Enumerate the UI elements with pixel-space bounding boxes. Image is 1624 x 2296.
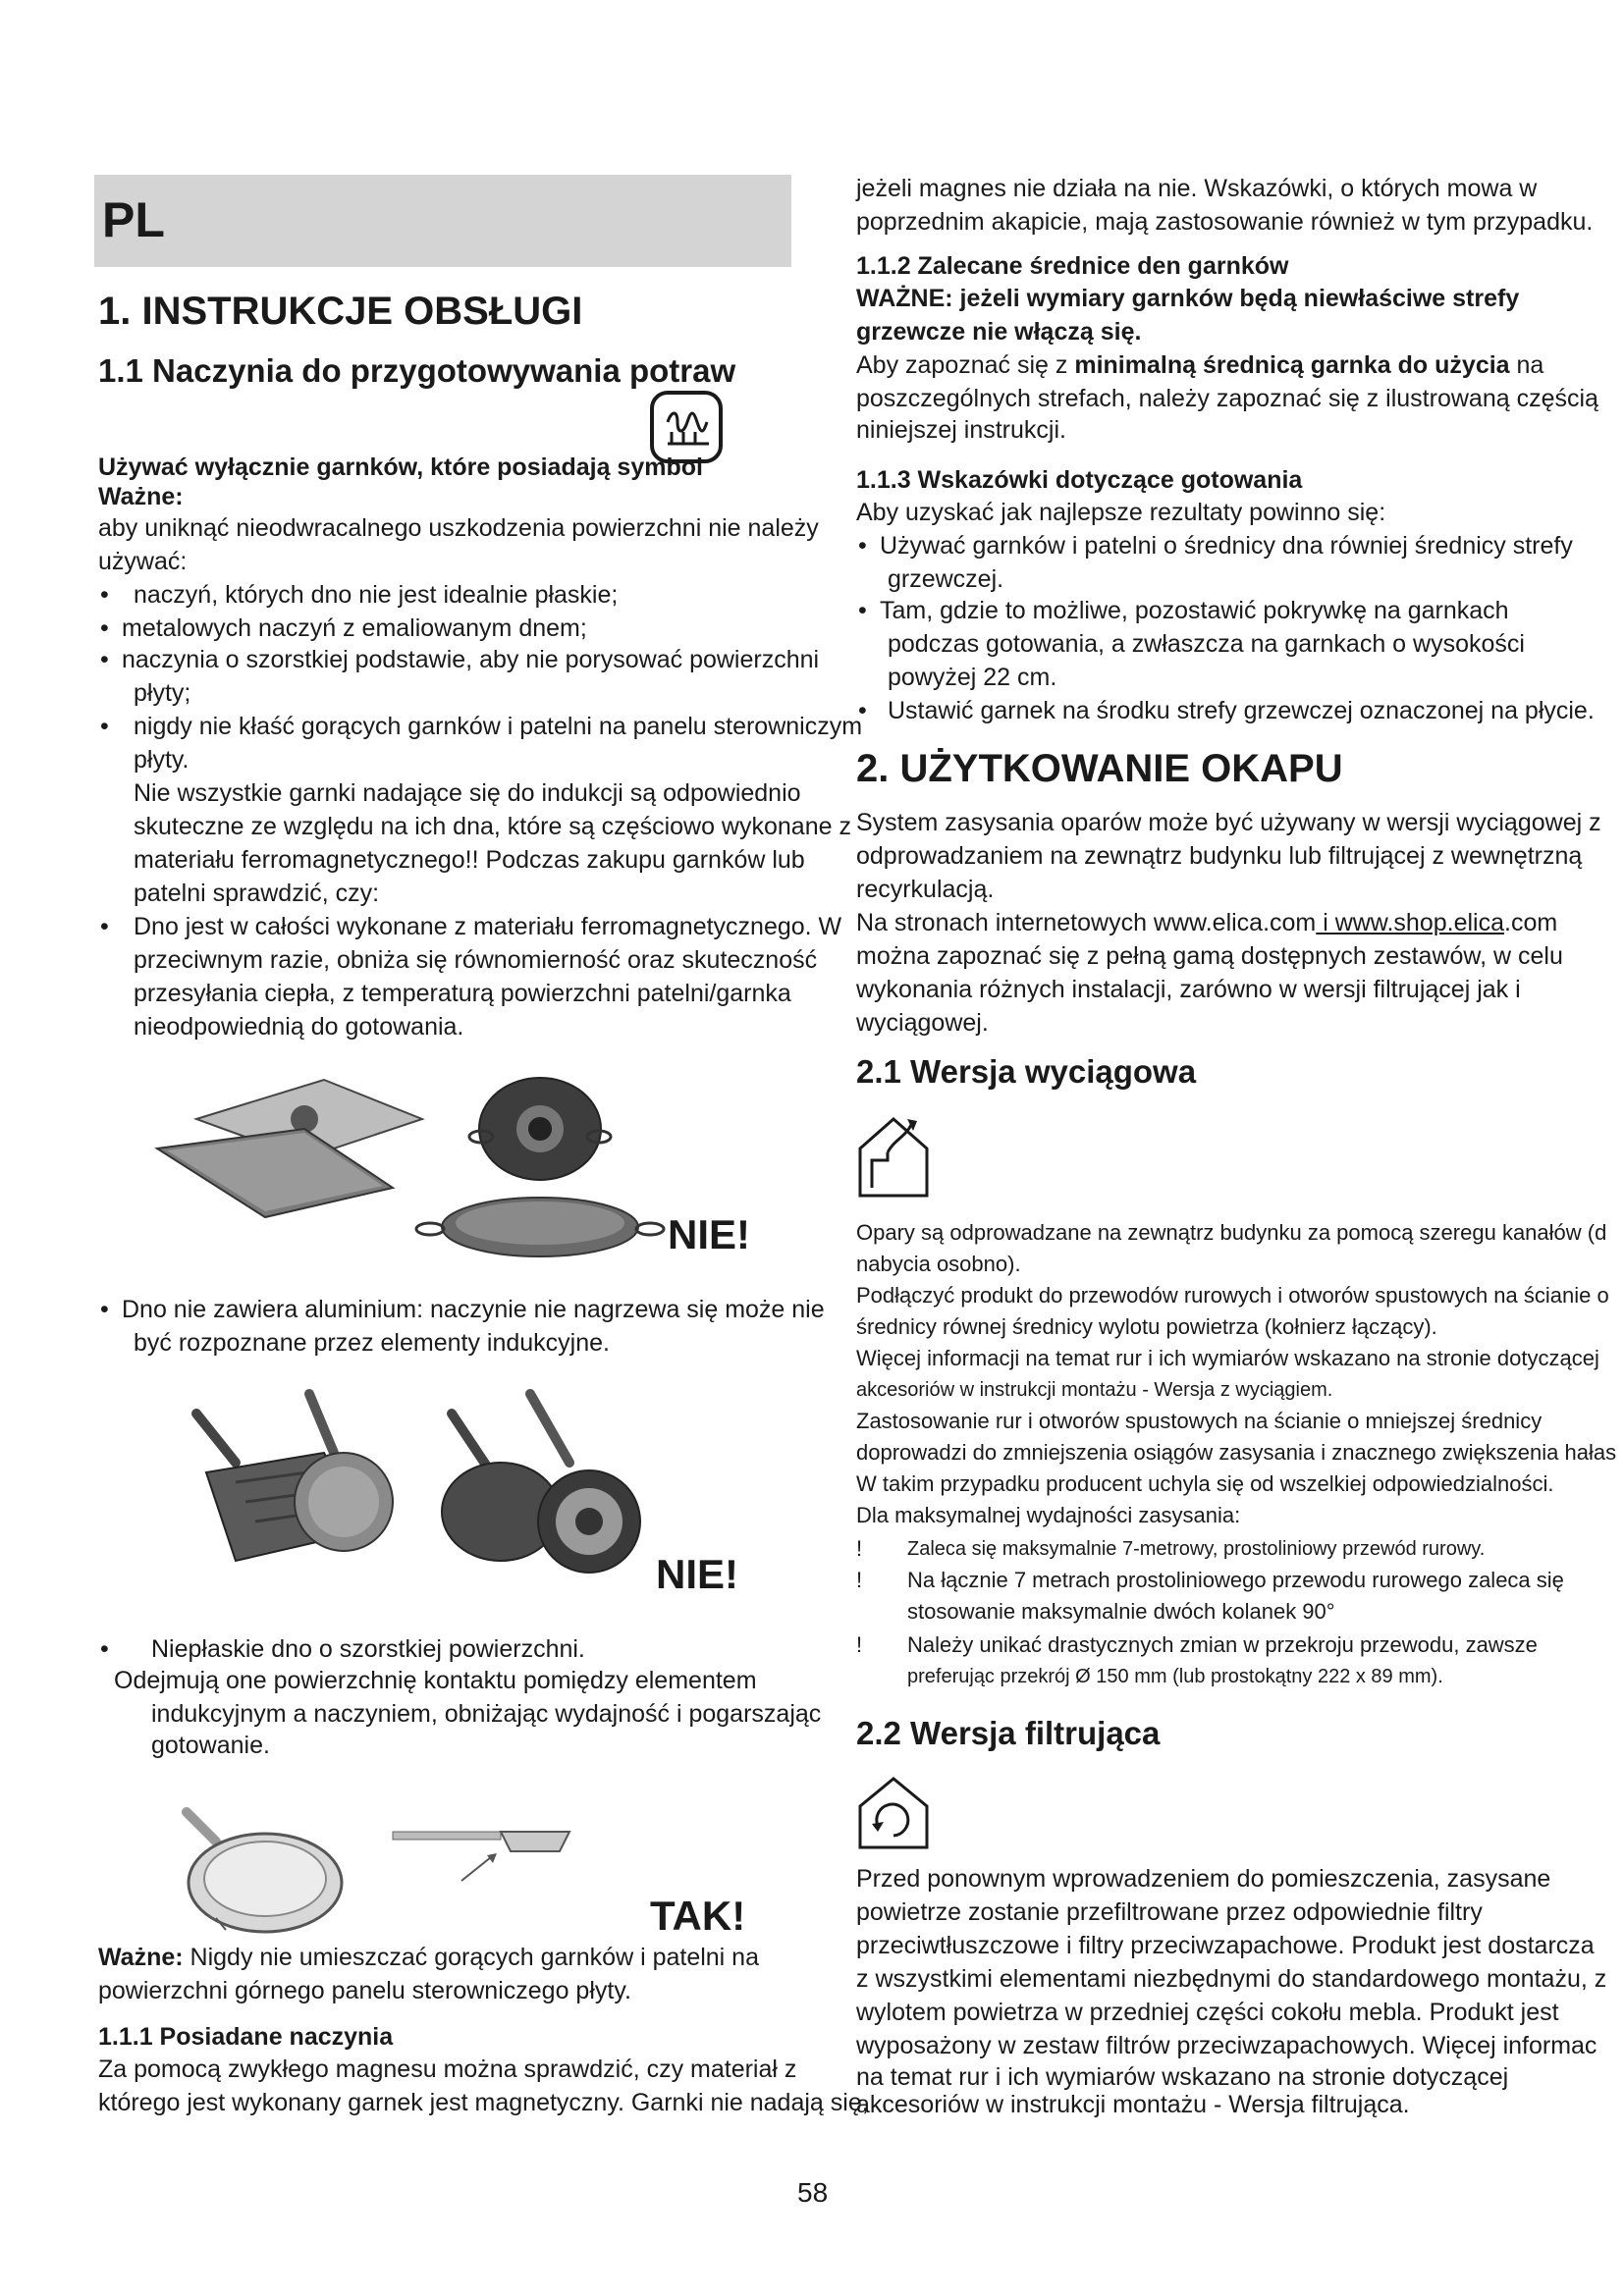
paragraph-line: patelni sprawdzić, czy: <box>134 880 380 907</box>
bullet: • <box>858 597 867 624</box>
text-emphasis: minimalną średnicą garnka do użycia <box>1074 351 1510 379</box>
exclamation-mark: ! <box>856 1632 863 1657</box>
paragraph-line: Przed ponownym wprowadzeniem do pomieszczenia, zasysane <box>856 1865 1551 1893</box>
paragraph-line: można zapoznać się z pełną gamą dostępnych zestawów, w celu <box>856 942 1563 970</box>
paragraph-line: skuteczne ze względu na ich dna, które są częściowo wykonane z <box>134 813 851 840</box>
list-item: Niepłaskie dno o szorstkiej powierzchni. <box>151 1635 585 1663</box>
subsection-title: 1.1 Naczynia do przygotowywania potraw <box>98 352 736 389</box>
paragraph-line: odprowadzaniem na zewnątrz budynku lub filtrującej z wewnętrzną <box>856 842 1583 870</box>
paragraph-line: poszczególnych strefach, należy zapoznać się z ilustrowaną częścią <box>856 385 1598 412</box>
important-note-text: Nigdy nie umieszczać gorących garnków i patelni na <box>189 1944 759 1971</box>
paragraph-line: na temat rur i ich wymiarów wskazano na stronie dotyczącej <box>856 2063 1509 2091</box>
bullet: • <box>100 913 109 940</box>
paragraph-line: którego jest wykonany garnek jest magnetyczny. Garnki nie nadają się, <box>98 2089 869 2116</box>
bullet: • <box>100 581 109 609</box>
list-item: być rozpoznane przez elementy indukcyjne. <box>134 1329 610 1357</box>
list-item: metalowych naczyń z emaliowanym dnem; <box>122 614 587 642</box>
paragraph-line: akcesoriów w instrukcji montażu - Wersja filtrująca. <box>856 2091 1410 2118</box>
subsection-title: 2.2 Wersja filtrująca <box>856 1715 1161 1751</box>
important-warning: WAŻNE: jeżeli wymiary garnków będą niewłaściwe strefy <box>856 285 1520 312</box>
recirculation-version-icon <box>854 1773 933 1851</box>
list-item: grzewczej. <box>888 565 1004 593</box>
list-item: przesyłania ciepła, z temperaturą powierzchni patelni/garnka <box>134 980 791 1007</box>
paragraph-line: używać: <box>98 548 188 575</box>
illustration-correct-pans <box>167 1802 579 1940</box>
paragraph-line: wyposażony w zestaw filtrów przeciwzapachowych. Więcej informac <box>856 2032 1597 2059</box>
important-label: Ważne: <box>98 1944 184 1971</box>
paragraph-line: wylotem powietrza w przedniej części cokołu mebla. Produkt jest <box>856 1999 1559 2026</box>
list-item: płyty; <box>134 679 191 707</box>
paragraph-line: Odejmują one powierzchnię kontaktu pomiędzy elementem <box>114 1667 757 1694</box>
illustration-grill-pans <box>177 1394 648 1580</box>
paragraph-line: poprzednim akapicie, mają zastosowanie również w tym przypadku. <box>856 208 1594 236</box>
ducted-version-icon <box>854 1109 933 1200</box>
language-code: PL <box>102 192 165 247</box>
list-item: preferując przekrój Ø 150 mm (lub prostokątny 222 x 89 mm). <box>907 1666 1443 1687</box>
bullet: • <box>100 1635 109 1663</box>
section-title: 2. UŻYTKOWANIE OKAPU <box>856 747 1343 790</box>
paragraph-line: aby uniknąć nieodwracalnego uszkodzenia powierzchni nie należy <box>98 514 819 542</box>
yes-label: TAK! <box>650 1893 746 1939</box>
paragraph-line <box>856 349 1543 381</box>
bullet: • <box>858 532 867 560</box>
list-item: Dno jest w całości wykonane z materiału ferromagnetycznego. W <box>134 913 842 940</box>
exclamation-mark: ! <box>856 1536 863 1561</box>
paragraph-line: jeżeli magnes nie działa na nie. Wskazówki, o których mowa w <box>856 175 1538 202</box>
list-item: nieodpowiednią do gotowania. <box>134 1013 464 1041</box>
bullet: • <box>100 713 109 740</box>
list-item: Należy unikać drastycznych zmian w przekroju przewodu, zawsze <box>907 1632 1538 1657</box>
paragraph-line: akcesoriów w instrukcji montażu - Wersja z wyciągiem. <box>856 1379 1333 1401</box>
list-item: powyżej 22 cm. <box>888 664 1057 691</box>
list-item: Dno nie zawiera aluminium: naczynie nie nagrzewa się może nie <box>122 1296 825 1323</box>
paragraph-line: indukcyjnym a naczyniem, obniżając wydajność i pogarszając <box>151 1700 822 1728</box>
subsection-title: 2.1 Wersja wyciągowa <box>856 1053 1197 1090</box>
section-title: 1. INSTRUKCJE OBSŁUGI <box>98 290 583 333</box>
paragraph-line: Za pomocą zwykłego magnesu można sprawdzić, czy materiał z <box>98 2056 797 2083</box>
paragraph-line: materiału ferromagnetycznego!! Podczas zakupu garnków lub <box>134 846 805 874</box>
paragraph-line: nabycia osobno). <box>856 1252 1021 1276</box>
text-part: Aby zapoznać się z <box>856 351 1068 379</box>
paragraph-line: średnicy równej średnicy wylotu powietrza (kołnierz łączący). <box>856 1314 1437 1339</box>
paragraph-line: Więcej informacji na temat rur i ich wymiarów wskazano na stronie dotyczącej <box>856 1346 1599 1370</box>
paragraph-line: Aby uzyskać jak najlepsze rezultaty powinno się: <box>856 499 1386 526</box>
paragraph-line: Nie wszystkie garnki nadające się do indukcji są odpowiednio <box>134 779 801 807</box>
page-number: 58 <box>797 2177 829 2208</box>
subsection-title: 1.1.2 Zalecane średnice den garnków <box>856 252 1289 280</box>
list-item: stosowanie maksymalnie dwóch kolanek 90° <box>907 1599 1335 1624</box>
paragraph-line: Opary są odprowadzane na zewnątrz budynku za pomocą szeregu kanałów (d <box>856 1220 1607 1245</box>
paragraph-line <box>856 907 1557 938</box>
exclamation-mark: ! <box>856 1568 863 1592</box>
use-only-note: Używać wyłącznie garnków, które posiadają symbol <box>98 454 703 481</box>
paragraph-line: przeciwtłuszczowe i filtry przeciwzapachowe. Produkt jest dostarcza <box>856 1932 1595 1959</box>
paragraph-line: W takim przypadku producent uchyla się od wszelkiej odpowiedzialności. <box>856 1471 1554 1496</box>
list-item: naczynia o szorstkiej podstawie, aby nie porysować powierzchni <box>122 646 820 673</box>
paragraph-line: Podłączyć produkt do przewodów rurowych i otworów spustowych na ścianie o <box>856 1283 1609 1308</box>
paragraph-line: doprowadzi do zmniejszenia osiągów zasysania i znacznego zwiększenia hałas <box>856 1440 1617 1465</box>
no-label: NIE! <box>668 1211 750 1257</box>
paragraph-line: wykonania różnych instalacji, zarówno w wersji filtrującej jak i <box>856 976 1521 1003</box>
important-warning: grzewcze nie włączą się. <box>856 318 1142 346</box>
important-note-line <box>98 1942 759 1973</box>
subsection-title: 1.1.1 Posiadane naczynia <box>98 2023 394 2051</box>
list-item: Tam, gdzie to możliwe, pozostawić pokrywkę na garnkach <box>880 597 1509 624</box>
list-item: nigdy nie kłaść gorących garnków i patelni na panelu sterowniczym <box>134 713 863 740</box>
list-item: przeciwnym razie, obniża się równomierność oraz skuteczność <box>134 946 818 974</box>
text-part: Na stronach internetowych www.elica.com <box>856 909 1317 936</box>
list-item: Ustawić garnek na środku strefy grzewczej oznaczonej na płycie. <box>888 697 1595 724</box>
list-item: naczyń, których dno nie jest idealnie płaskie; <box>134 581 619 609</box>
illustration-griddle-and-paella-pans <box>157 1080 668 1266</box>
bullet: • <box>100 614 109 642</box>
paragraph-line: powierzchni górnego panelu sterowniczego płyty. <box>98 1977 631 2004</box>
paragraph-line: recyrkulacją. <box>856 876 995 903</box>
paragraph-line: Zastosowanie rur i otworów spustowych na ścianie o mniejszej średnicy <box>856 1409 1543 1433</box>
paragraph-line: powietrze zostanie przefiltrowane przez odpowiednie filtry <box>856 1898 1483 1926</box>
text-part: na <box>1516 351 1544 379</box>
important-label: Ważne: <box>98 483 184 510</box>
subsection-title: 1.1.3 Wskazówki dotyczące gotowania <box>856 466 1303 494</box>
list-item: Na łącznie 7 metrach prostoliniowego przewodu rurowego zaleca się <box>907 1568 1564 1592</box>
website-link[interactable]: i www.shop.elica <box>1316 909 1504 936</box>
bullet: • <box>100 646 109 673</box>
paragraph-line: niniejszej instrukcji. <box>856 416 1066 444</box>
paragraph-line: System zasysania oparów może być używany w wersji wyciągowej z <box>856 809 1601 836</box>
paragraph-line: z wszystkimi elementami niezbędnymi do standardowego montażu, z <box>856 1965 1607 1993</box>
list-item: Zaleca się maksymalnie 7-metrowy, prostoliniowy przewód rurowy. <box>907 1538 1486 1560</box>
no-label: NIE! <box>656 1551 738 1597</box>
bullet: • <box>100 1296 109 1323</box>
list-item: płyty. <box>134 746 189 774</box>
text-part: .com <box>1504 909 1558 936</box>
paragraph-line: gotowanie. <box>151 1732 270 1759</box>
bullet: • <box>858 697 867 724</box>
paragraph-line: Dla maksymalnej wydajności zasysania: <box>856 1503 1241 1527</box>
list-item: podczas gotowania, a zwłaszcza na garnkach o wysokości <box>888 630 1525 658</box>
language-banner <box>94 175 791 267</box>
paragraph-line: wyciągowej. <box>856 1009 989 1037</box>
list-item: Używać garnków i patelni o średnicy dna równiej średnicy strefy <box>880 532 1573 560</box>
